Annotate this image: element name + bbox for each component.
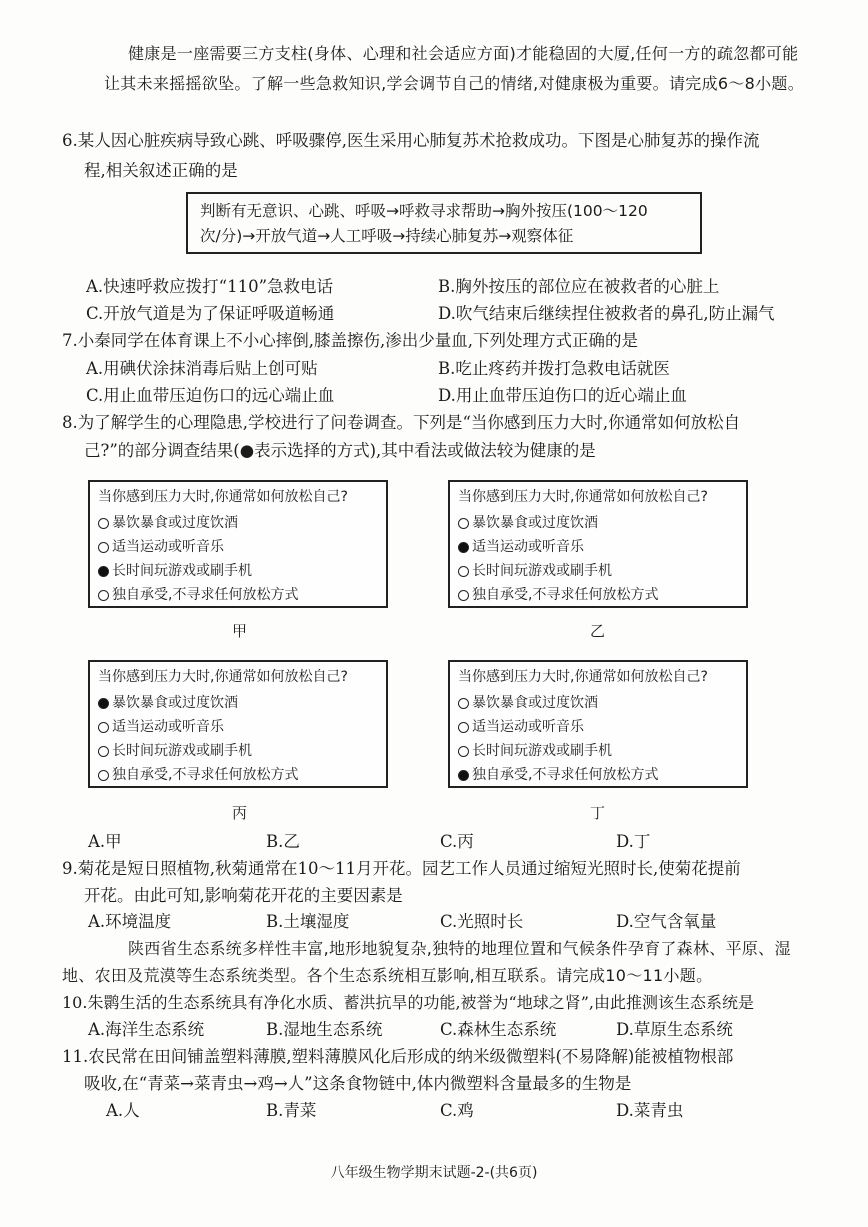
survey-option xyxy=(98,540,224,554)
q8-option-c: C.丙 xyxy=(440,832,474,851)
q11-option-b: B.青菜 xyxy=(266,1101,317,1120)
survey-caption: 甲 xyxy=(232,622,248,640)
q6-option-c: C.开放气道是为了保证呼吸道畅通 xyxy=(86,304,335,323)
survey-option-label: 独自承受,不寻求任何放松方式 xyxy=(112,587,299,603)
survey-caption: 乙 xyxy=(590,622,606,640)
radio-empty-icon xyxy=(458,722,469,733)
q8-stem-line1: 8.为了解学生的心理隐患,学校进行了问卷调查。下列是“当你感到压力大时,你通常如何放松自 xyxy=(62,413,741,432)
survey-option xyxy=(98,564,252,578)
q6-option-a: A.快速呼救应拨打“110”急救电话 xyxy=(86,277,334,296)
survey-option-label: 适当运动或听音乐 xyxy=(472,539,584,555)
survey-option xyxy=(458,516,598,530)
flowchart-line2: 次/分)→开放气道→人工呼吸→持续心肺复苏→观察体征 xyxy=(200,227,574,245)
radio-filled-icon xyxy=(98,698,109,709)
radio-filled-icon xyxy=(458,770,469,781)
q8-option-a: A.甲 xyxy=(88,832,122,851)
q9-stem-line1: 9.菊花是短日照植物,秋菊通常在10～11月开花。园艺工作人员通过缩短光照时长,使菊花提前 xyxy=(62,859,741,878)
survey-box xyxy=(448,480,748,608)
survey-box xyxy=(88,480,388,608)
survey-box xyxy=(448,660,748,788)
q10-option-a: A.海洋生态系统 xyxy=(88,1020,205,1039)
q11-option-c: C.鸡 xyxy=(440,1101,474,1120)
q9-stem-line2: 开花。由此可知,影响菊花开花的主要因素是 xyxy=(84,886,403,905)
survey-option-label: 适当运动或听音乐 xyxy=(112,719,224,735)
q11-option-d: D.菜青虫 xyxy=(616,1101,684,1120)
intro2-line2: 地、农田及荒漠等生态系统类型。各个生态系统相互影响,相互联系。请完成10～11小题。 xyxy=(62,966,713,985)
q7-option-c: C.用止血带压迫伤口的远心端止血 xyxy=(86,386,335,405)
q9-option-a: A.环境温度 xyxy=(88,912,172,931)
q7-stem: 7.小秦同学在体育课上不小心摔倒,膝盖擦伤,渗出少量血,下列处理方式正确的是 xyxy=(62,331,638,350)
survey-option-label: 独自承受,不寻求任何放松方式 xyxy=(472,587,659,603)
cpr-flowchart-box xyxy=(186,192,702,254)
intro1-line2: 让其未来摇摇欲坠。了解一些急救知识,学会调节自己的情绪,对健康极为重要。请完成6～8小题。 xyxy=(104,74,805,93)
radio-empty-icon xyxy=(98,542,109,553)
survey-option xyxy=(458,768,658,782)
survey-option xyxy=(458,564,612,578)
radio-empty-icon xyxy=(98,746,109,757)
survey-option xyxy=(98,516,238,530)
radio-empty-icon xyxy=(98,590,109,601)
q7-option-a: A.用碘伏涂抹消毒后贴上创可贴 xyxy=(86,359,318,378)
survey-option xyxy=(458,744,612,758)
survey-caption: 丁 xyxy=(590,804,606,822)
survey-option-label: 独自承受,不寻求任何放松方式 xyxy=(112,767,299,783)
survey-option xyxy=(458,540,584,554)
q8-option-b: B.乙 xyxy=(266,832,300,851)
radio-filled-icon xyxy=(98,566,109,577)
q8-option-d: D.丁 xyxy=(616,832,651,851)
q10-option-b: B.湿地生态系统 xyxy=(266,1020,383,1039)
q6-stem-line1: 6.某人因心脏疾病导致心跳、呼吸骤停,医生采用心肺复苏术抢救成功。下图是心肺复苏的操作流 xyxy=(62,131,760,150)
survey-question: 当你感到压力大时,你通常如何放松自己? xyxy=(98,669,348,685)
radio-empty-icon xyxy=(98,518,109,529)
intro2-line1: 陕西省生态系统多样性丰富,地形地貌复杂,独特的地理位置和气候条件孕育了森林、平原、湿 xyxy=(128,939,791,958)
survey-option xyxy=(98,696,238,710)
survey-option xyxy=(458,588,658,602)
survey-option-label: 适当运动或听音乐 xyxy=(472,719,584,735)
q10-option-c: C.森林生态系统 xyxy=(440,1020,557,1039)
q11-stem-line1: 11.农民常在田间铺盖塑料薄膜,塑料薄膜风化后形成的纳米级微塑料(不易降解)能被植物根部 xyxy=(62,1047,734,1066)
q10-option-d: D.草原生态系统 xyxy=(616,1020,733,1039)
survey-option-label: 暴饮暴食或过度饮酒 xyxy=(472,515,598,531)
survey-option-label: 长时间玩游戏或刷手机 xyxy=(112,563,252,579)
q11-stem-line2: 吸收,在“青菜→菜青虫→鸡→人”这条食物链中,体内微塑料含量最多的生物是 xyxy=(84,1074,632,1093)
survey-option-label: 长时间玩游戏或刷手机 xyxy=(472,743,612,759)
q7-option-d: D.用止血带压迫伤口的近心端止血 xyxy=(438,386,687,405)
survey-option-label: 适当运动或听音乐 xyxy=(112,539,224,555)
q6-option-b: B.胸外按压的部位应在被救者的心脏上 xyxy=(438,277,720,296)
survey-option-label: 长时间玩游戏或刷手机 xyxy=(112,743,252,759)
q11-option-a: A.人 xyxy=(106,1101,140,1120)
radio-empty-icon xyxy=(458,590,469,601)
survey-option xyxy=(458,720,584,734)
survey-box xyxy=(88,660,388,788)
survey-option-label: 独自承受,不寻求任何放松方式 xyxy=(472,767,659,783)
radio-empty-icon xyxy=(98,770,109,781)
radio-filled-icon xyxy=(458,542,469,553)
survey-question: 当你感到压力大时,你通常如何放松自己? xyxy=(458,489,708,505)
q9-option-c: C.光照时长 xyxy=(440,912,524,931)
survey-option xyxy=(98,588,298,602)
q9-option-d: D.空气含氧量 xyxy=(616,912,717,931)
survey-option-label: 暴饮暴食或过度饮酒 xyxy=(472,695,598,711)
intro1-line1: 健康是一座需要三方支柱(身体、心理和社会适应方面)才能稳固的大厦,任何一方的疏忽都可能 xyxy=(128,44,799,63)
radio-empty-icon xyxy=(458,518,469,529)
survey-question: 当你感到压力大时,你通常如何放松自己? xyxy=(98,489,348,505)
survey-option xyxy=(458,696,598,710)
survey-option-label: 暴饮暴食或过度饮酒 xyxy=(112,695,238,711)
survey-option-label: 长时间玩游戏或刷手机 xyxy=(472,563,612,579)
radio-empty-icon xyxy=(458,698,469,709)
q9-option-b: B.土壤湿度 xyxy=(266,912,350,931)
q8-stem-line2: 己?”的部分调查结果(●表示选择的方式),其中看法或做法较为健康的是 xyxy=(84,441,596,460)
radio-empty-icon xyxy=(98,722,109,733)
q7-option-b: B.吃止疼药并拨打急救电话就医 xyxy=(438,359,670,378)
survey-option xyxy=(98,720,224,734)
page-footer: 八年级生物学期末试题-2-(共6页) xyxy=(330,1165,538,1181)
survey-option-label: 暴饮暴食或过度饮酒 xyxy=(112,515,238,531)
survey-option xyxy=(98,744,252,758)
radio-empty-icon xyxy=(458,566,469,577)
q10-stem: 10.朱鹮生活的生态系统具有净化水质、蓄洪抗旱的功能,被誉为“地球之肾”,由此推测该生态系统是 xyxy=(62,993,754,1012)
flowchart-line1: 判断有无意识、心跳、呼吸→呼救寻求帮助→胸外按压(100～120 xyxy=(200,202,648,220)
q6-stem-line2: 程,相关叙述正确的是 xyxy=(84,161,238,180)
survey-option xyxy=(98,768,298,782)
survey-caption: 丙 xyxy=(232,804,248,822)
q6-option-d: D.吹气结束后继续捏住被救者的鼻孔,防止漏气 xyxy=(438,304,775,323)
survey-question: 当你感到压力大时,你通常如何放松自己? xyxy=(458,669,708,685)
radio-empty-icon xyxy=(458,746,469,757)
